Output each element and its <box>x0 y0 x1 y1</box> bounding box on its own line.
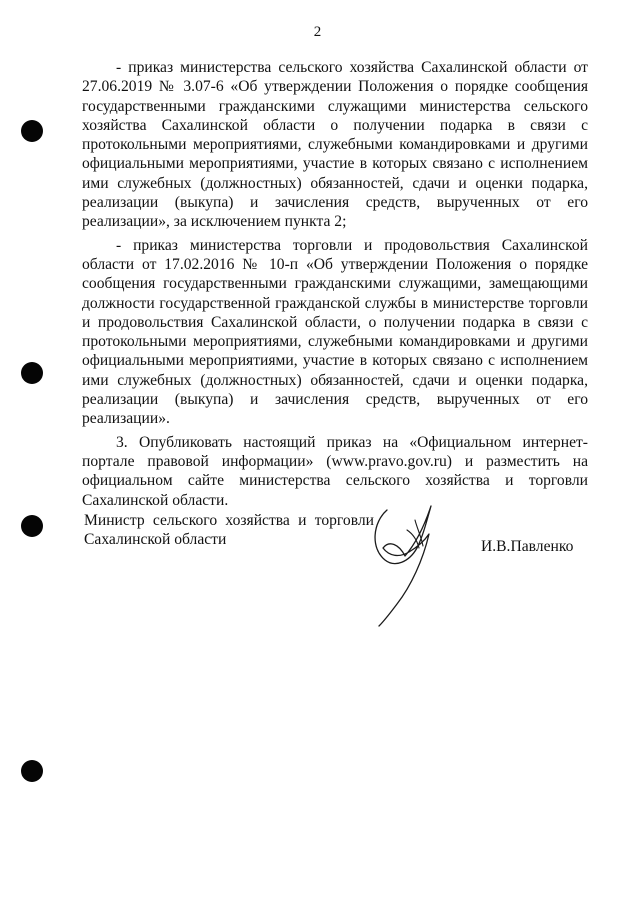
signer-name: И.В.Павленко <box>481 538 574 555</box>
punch-hole <box>21 515 43 537</box>
punch-hole <box>21 362 43 384</box>
paragraph-order-trade: - приказ министерства торговли и продовольствия Сахалинской области от 17.02.2016 № 10-п «Об утверждении Положения о порядке сообщения государственными гражданскими служащими, замещающими должности государственной гражданской службы в министерстве торговли и продовольствия Сахалинской области, о получении подарка в связи с протокольными мероприятиями, служебными командировками и другими официальными мероприятиями, участие в которых связано с исполнением ими служебных (должностных) обязанностей, сдачи и оценки подарка, реализации (выкупа) и зачисления средств, вырученных от его реализации». <box>82 236 588 428</box>
handwritten-signature <box>365 500 445 630</box>
signer-title-line1: Министр сельского хозяйства и торговли <box>84 512 374 529</box>
document-body <box>82 58 588 514</box>
punch-hole <box>21 120 43 142</box>
paragraph-publication: 3. Опубликовать настоящий приказ на «Официальном интернет-портале правовой информации» (www.pravo.gov.ru) и разместить на официальном сайте министерства сельского хозяйства и торговли Сахалинской области. <box>82 433 588 509</box>
punch-hole <box>21 760 43 782</box>
paragraph-order-agriculture: - приказ министерства сельского хозяйства Сахалинской области от 27.06.2019 № 3.07-6 «Об утверждении Положения о порядке сообщения государственными гражданскими служащими министерства сельского хозяйства Сахалинской области о получении подарка в связи с протокольными мероприятиями, служебными командировками и другими официальными мероприятиями, участие в которых связано с исполнением ими служебных (должностных) обязанностей, сдачи и оценки подарка, реализации (выкупа) и зачисления средств, вырученных от его реализации», за исключением пункта 2; <box>82 59 588 231</box>
signer-title <box>84 511 374 549</box>
page-number: 2 <box>313 24 322 40</box>
signer-title-line2: Сахалинской области <box>84 531 227 548</box>
